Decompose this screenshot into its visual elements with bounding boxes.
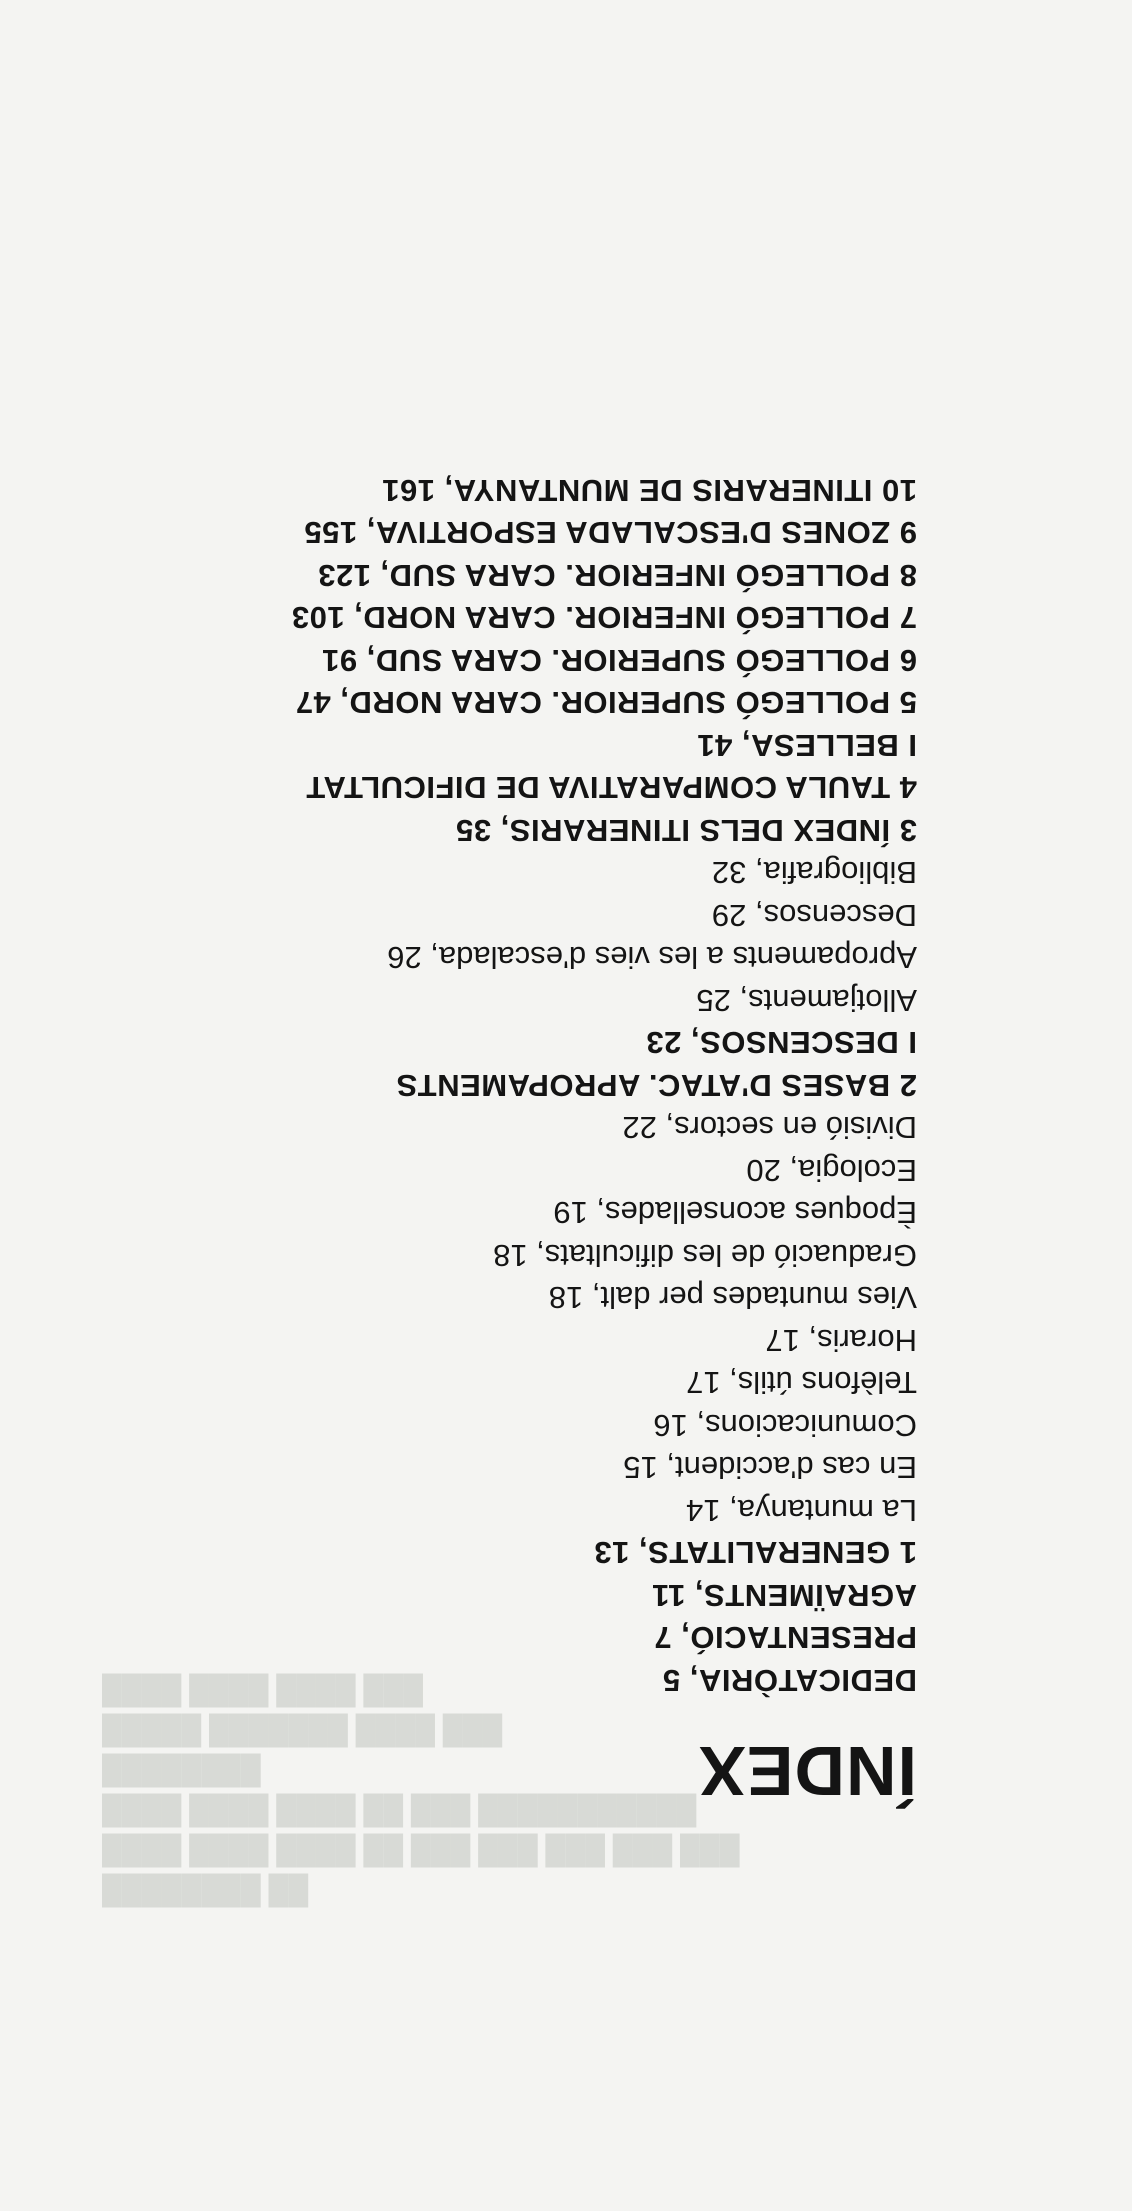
toc-entry: 5 POLLEGÓ SUPERIOR. CARA NORD, 47 [295, 685, 917, 721]
index-content [97, 469, 917, 1812]
toc-entry: 10 ITINERARIS DE MUNTANYA, 161 [381, 473, 917, 508]
toc-entry: Graduació de les dificultats, 18 [493, 1238, 917, 1273]
show-through-decoration: ████████ ██ ████ ████ ████ ██ ███ ███ ███ ███ ███ ████ ████ ████ ██ ███ ███████████ ████████ █████ ███████ ████ ███ ████ ████ ████ ███ [102, 1676, 740, 1907]
toc-entry: 3 ÍNDEX DELS ITINERARIS, 35 [455, 813, 917, 848]
toc-entry: 8 POLLEGÓ INFERIOR. CARA SUD, 123 [317, 558, 917, 593]
toc-entry: Comunicacions, 16 [653, 1408, 917, 1443]
toc-entry: 7 POLLEGÓ INFERIOR. CARA NORD, 103 [291, 600, 917, 636]
toc-entry: En cas d'accident, 15 [623, 1450, 917, 1486]
toc-entry: Apropaments a les vies d'escalada, 26 [387, 940, 917, 976]
toc-entry: DEDICATÒRIA, 5 [662, 1663, 917, 1698]
toc-entry: 6 POLLEGÓ SUPERIOR. CARA SUD, 91 [321, 643, 917, 678]
toc-entry: 4 TAULA COMPARATIVA DE DIFICULTAT [305, 770, 917, 806]
toc-entry: 2 BASES D'ATAC. APROPAMENTS [396, 1068, 917, 1103]
table-of-contents [97, 469, 917, 1702]
toc-entry: Divisió en sectors, 22 [622, 1110, 917, 1146]
toc-entry: Allotjaments, 25 [696, 983, 917, 1018]
toc-entry: Telèfons útils, 17 [686, 1365, 917, 1401]
toc-entry: Horaris, 17 [765, 1323, 917, 1358]
toc-entry: AGRAÏMENTS, 11 [651, 1578, 917, 1613]
toc-entry: Vies muntades per dalt, 18 [548, 1280, 917, 1316]
toc-entry: 9 ZONES D'ESCALADA ESPORTIVA, 155 [304, 515, 917, 551]
toc-entry: PRESENTACIÓ, 7 [653, 1620, 917, 1656]
toc-entry: La muntanya, 14 [686, 1493, 917, 1528]
toc-entry: 1 GENERALITATS, 13 [593, 1535, 917, 1571]
toc-entry: Bibliografia, 32 [711, 855, 917, 891]
toc-entry: Èpoques aconsellades, 19 [553, 1195, 917, 1231]
toc-entry: I BELLESA, 41 [696, 728, 917, 763]
toc-entry: Ecologia, 20 [746, 1153, 917, 1188]
toc-entry: I DESCENSOS, 23 [645, 1025, 917, 1061]
toc-entry: Descensos, 29 [711, 898, 917, 933]
page-title: ÍNDEX [698, 1732, 917, 1810]
